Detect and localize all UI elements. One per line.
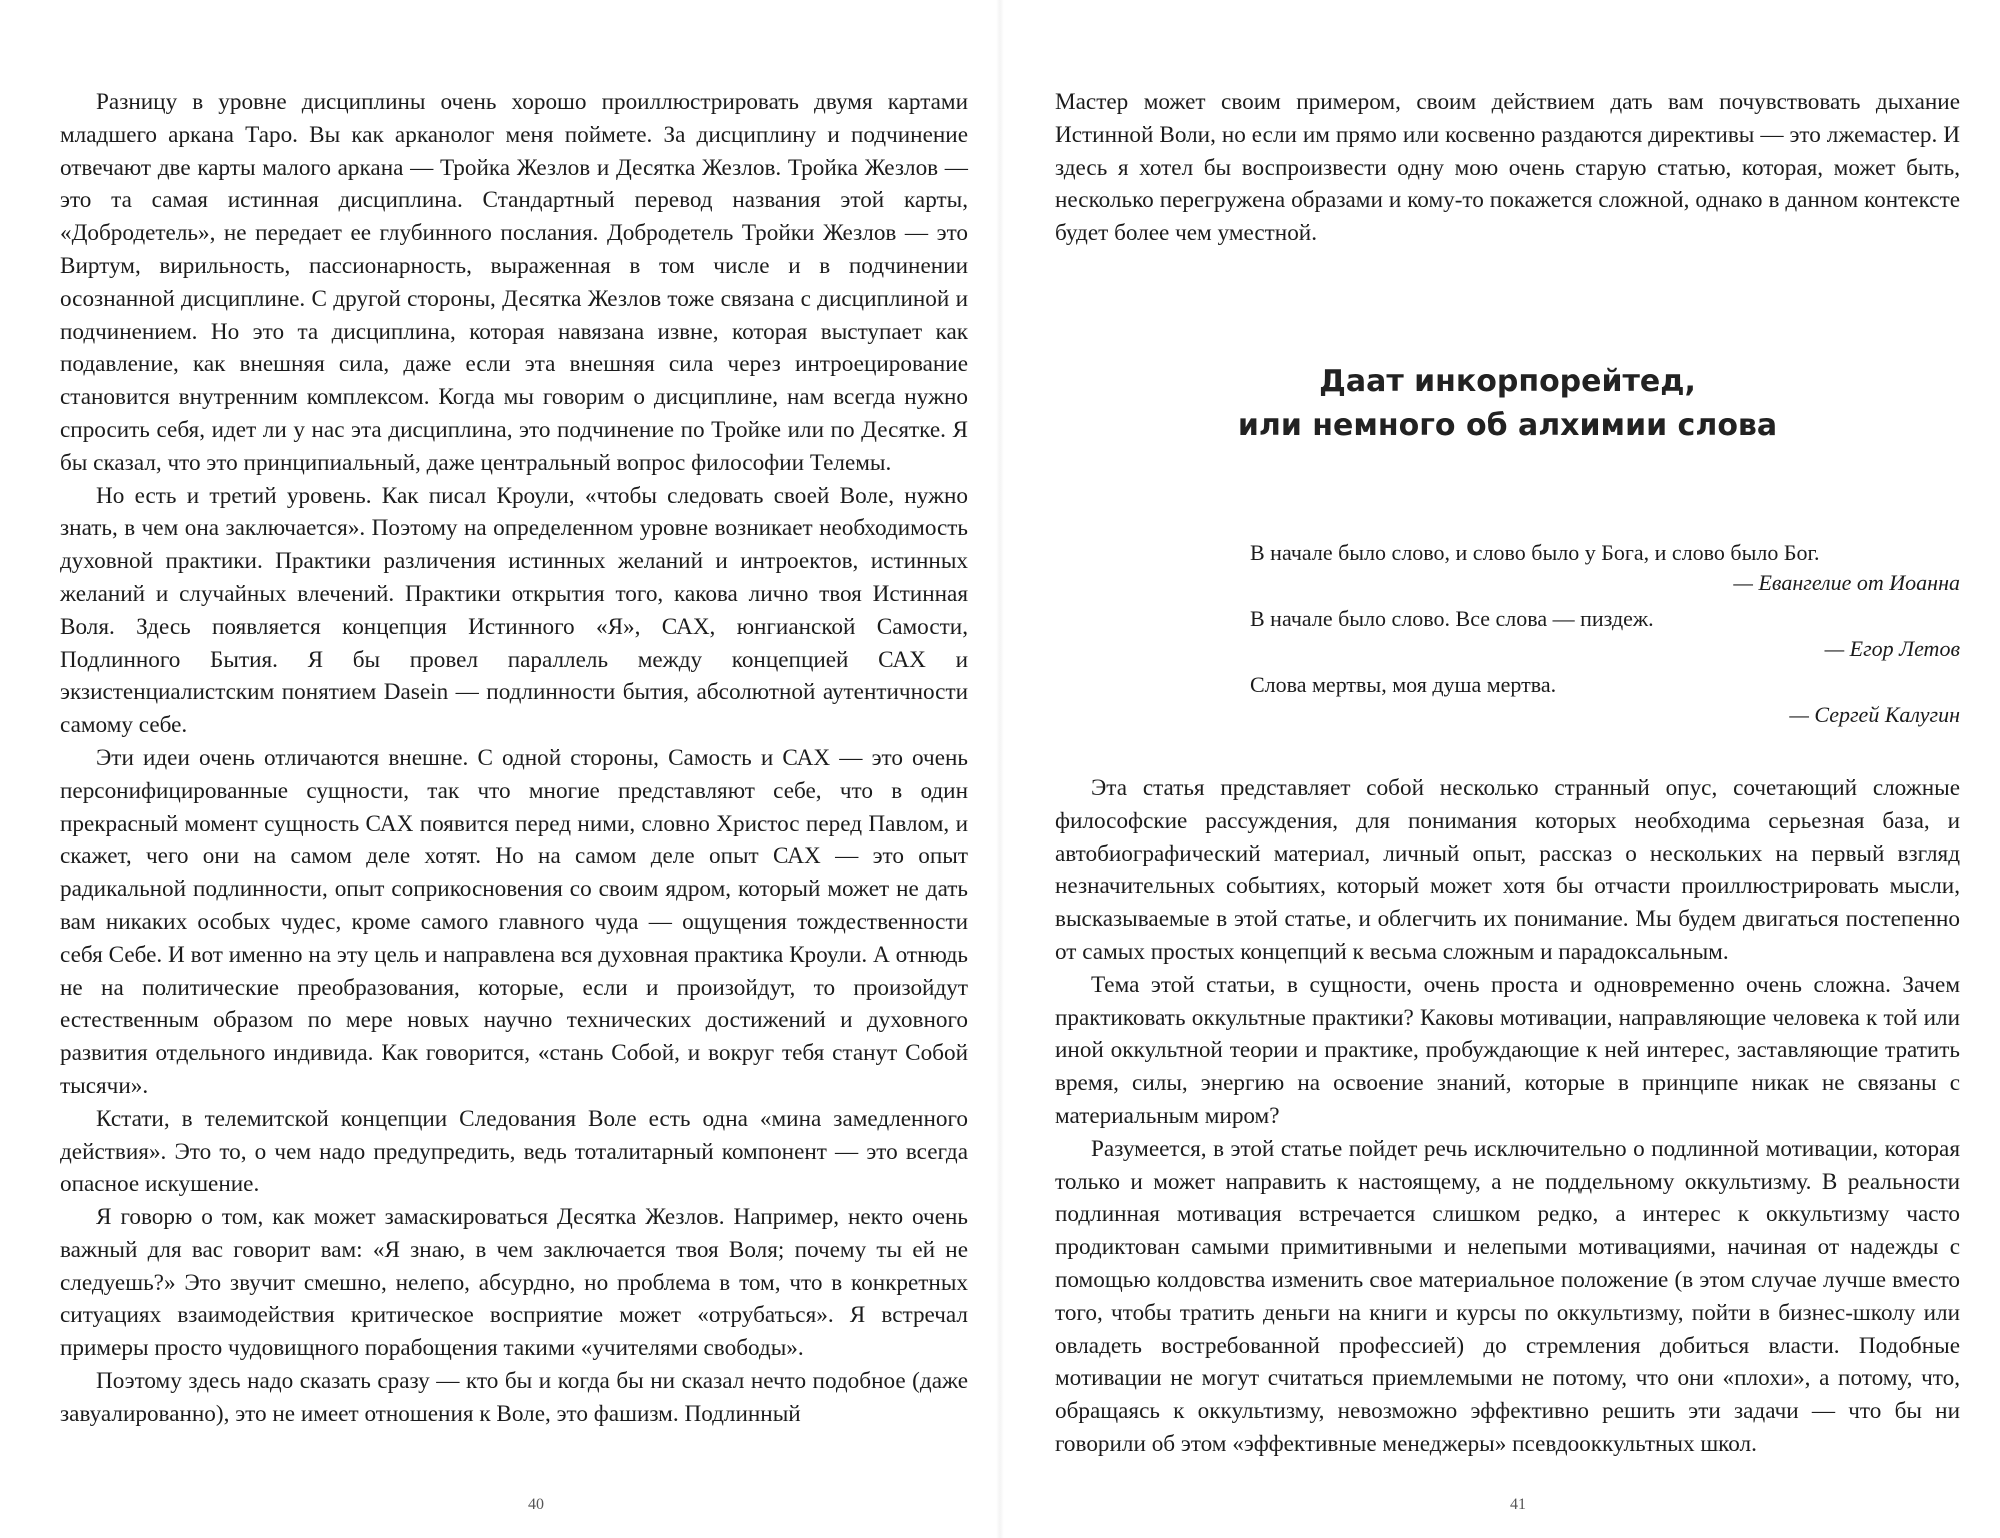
- epigraph-item: [1250, 670, 1960, 730]
- epigraph-quote: В начале было слово. Все слова — пиздеж.: [1250, 606, 1654, 631]
- left-paragraph-3: Эти идеи очень отличаются внешне. С одной стороны, Самость и САХ — это очень персонифицированные сущности, так что многие представляют себе, что в один прекрасный момент сущность САХ появится перед ними, словно Христос перед Павлом, и скажет, чего они на самом деле хотят. Но на самом деле опыт САХ — это опыт радикальной подлинности, опыт соприкосновения со своим ядром, который может не дать вам никаких особых чудес, кроме самого главного чуда — ощущения тождественности себя Себе. И вот именно на эту цель и направлена вся духовная практика Кроули. А отнюдь не на политические преобразования, которые, если и произойдут, то произойдут естественным образом по мере новых научно технических достижений и духовного развития отдельного индивида. Как говорится, «стань Собой, и вокруг тебя станут Собой тысячи».: [60, 744, 968, 1099]
- page-number-left: 40: [528, 1496, 544, 1513]
- left-page-text: [60, 86, 968, 1431]
- epigraph-author: — Сергей Калугин: [1789, 702, 1960, 727]
- page-number-right: 41: [1510, 1496, 1526, 1513]
- right-page-intro: [1055, 86, 1960, 250]
- left-paragraph-4: Кстати, в телемитской концепции Следования Воле есть одна «мина замедленного действия». Это то, о чем надо предупредить, ведь тоталитарный компонент — это всегда опасное искушение.: [60, 1105, 968, 1198]
- epigraph-author: — Евангелие от Иоанна: [1733, 570, 1960, 595]
- left-paragraph-6: Поэтому здесь надо сказать сразу — кто бы и когда бы ни сказал нечто подобное (даже завуалированно), это не имеет отношения к Воле, это фашизм. Подлинный: [60, 1368, 968, 1427]
- left-paragraph-5: Я говорю о том, как может замаскироваться Десятка Жезлов. Например, некто очень важный для вас говорит вам: «Я знаю, в чем заключается твоя Воля; почему ты ей не следуешь?» Это звучит смешно, нелепо, абсурдно, но проблема в том, что в конкретных ситуациях взаимодействия критическое восприятие может «отрубаться». Я встречал примеры просто чудовищного порабощения такими «учителями свободы».: [60, 1204, 968, 1362]
- left-paragraph-2: Но есть и третий уровень. Как писал Кроули, «чтобы следовать своей Воле, нужно знать, в чем она заключается». Поэтому на определенном уровне возникает необходимость духовной практики. Практики различения истинных желаний и интроектов, истинных желаний и случайных влечений. Практики открытия того, какова лично твоя Истинная Воля. Здесь появляется концепция Истинного «Я», САХ, юнгианской Самости, Подлинного Бытия. Я бы провел параллель между концепцией САХ и экзистенциалистским понятием Dasein — подлинности бытия, абсолютной аутентичности самому себе.: [60, 482, 968, 739]
- right-paragraph-1: Эта статья представляет собой несколько странный опус, сочетающий сложные философские рассуждения, для понимания которых необходима серьезная база, и автобиографический материал, личный опыт, рассказ о нескольких на первый взгляд незначительных событиях, который может хотя бы отчасти проиллюстрировать мысли, высказываемые в этой статье, и облегчить их понимание. Мы будем двигаться постепенно от самых простых концепций к весьма сложным и парадоксальным.: [1055, 775, 1960, 965]
- epigraph: [1250, 538, 1960, 736]
- epigraph-item: [1250, 538, 1960, 598]
- right-intro-paragraph: Мастер может своим примером, своим действием дать вам почувствовать дыхание Истинной Воли, но если им прямо или косвенно раздаются директивы — это лжемастер. И здесь я хотел бы воспроизвести одну мою очень старую статью, которая, может быть, несколько перегружена образами и кому-то покажется сложной, однако в данном контексте будет более чем уместной.: [1055, 89, 1960, 247]
- left-paragraph-1: Разницу в уровне дисциплины очень хорошо проиллюстрировать двумя картами младшего аркана Таро. Вы как арканолог меня поймете. За дисциплину и подчинение отвечают две карты малого аркана — Тройка Жезлов и Десятка Жезлов. Тройка Жезлов — это та самая истинная дисциплина. Стандартный перевод названия этой карты, «Добродетель», не передает ее глубинного послания. Добродетель Тройки Жезлов — это Виртум, вирильность, пассионарность, выраженная в том числе и в подчинении осознанной дисциплине. С другой стороны, Десятка Жезлов тоже связана с дисциплиной и подчинением. Но это та дисциплина, которая навязана извне, которая выступает как подавление, как внешняя сила, даже если эта внешняя сила через интроецирование становится внутренним комплексом. Когда мы говорим о дисциплине, нам всегда нужно спросить себя, идет ли у нас эта дисциплина, это подчинение по Тройке или по Десятке. Я бы сказал, что это принципиальный, даже центральный вопрос философии Телемы.: [60, 89, 968, 476]
- epigraph-quote: Слова мертвы, моя душа мертва.: [1250, 672, 1557, 697]
- chapter-heading-line-2: или немного об алхимии слова: [1237, 408, 1778, 443]
- right-paragraph-2: Тема этой статьи, в сущности, очень проста и одновременно очень сложна. Зачем практиковать оккультные практики? Каковы мотивации, направляющие человека к той или иной оккультной теории и практике, пробуждающие к ней интерес, заставляющие тратить время, силы, энергию на освоение знаний, которые в принципе никак не связаны с материальным миром?: [1055, 971, 1960, 1129]
- epigraph-author: — Егор Летов: [1824, 636, 1960, 661]
- chapter-heading-line-1: Даат инкорпорейтед,: [1319, 364, 1696, 399]
- right-paragraph-3: Разумеется, в этой статье пойдет речь исключительно о подлинной мотивации, которая только и может направить к настоящему, а не поддельному оккультизму. В реальности подлинная мотивация встречается слишком редко, а интерес к оккультизму часто продиктован самыми примитивными и нелепыми мотивациями, начиная от надежды с помощью колдовства изменить свое материальное положение (в этом случае лучше вместо того, чтобы тратить деньги на книги и курсы по оккультизму, пойти в бизнес-школу или овладеть востребованной профессией) до стремления добиться власти. Подобные мотивации не могут считаться приемлемыми не потому, что они «плохи», а потому, что, обращаясь к оккультизму, невозможно эффективно решить эти задачи — что бы ни говорили об этом «эффективные менеджеры» псевдооккультных школ.: [1055, 1135, 1960, 1457]
- chapter-heading: [1055, 360, 1960, 448]
- epigraph-item: [1250, 604, 1960, 664]
- right-page-body: [1055, 772, 1960, 1461]
- epigraph-quote: В начале было слово, и слово было у Бога, и слово было Бог.: [1250, 540, 1820, 565]
